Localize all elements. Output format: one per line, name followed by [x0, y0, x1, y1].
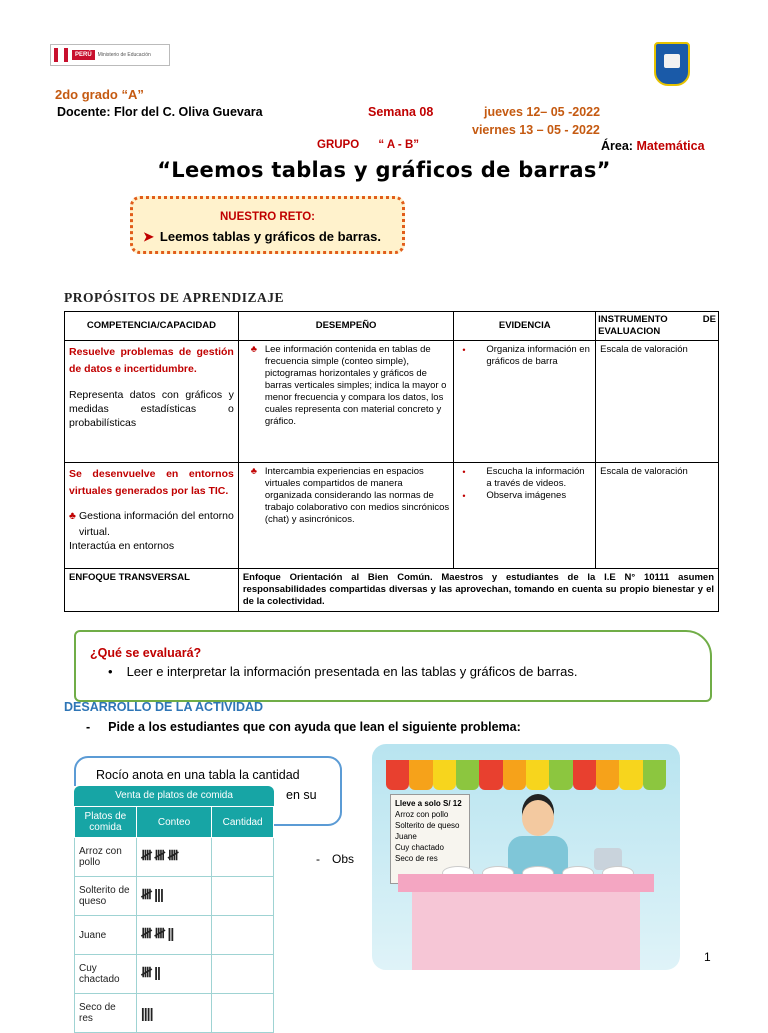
- cantidad-cell: [212, 994, 274, 1033]
- desempeno-cell: [238, 463, 454, 569]
- competencia-text: Se desenvuelve en entornos virtuales generados por las TIC.: [69, 468, 234, 497]
- bubble-line-1: Rocío anota en una tabla la cantidad: [96, 768, 300, 782]
- venta-header-cantidad: Cantidad: [212, 807, 274, 838]
- table-row: [65, 341, 719, 463]
- week-label: Semana 08: [368, 105, 434, 119]
- venta-table-figure: [74, 786, 274, 1024]
- table-row: [75, 877, 274, 916]
- reto-box: [130, 196, 405, 254]
- date-2: viernes 13 – 05 - 2022: [472, 123, 600, 137]
- evaluar-heading: ¿Qué se evaluará?: [90, 646, 202, 660]
- dash-bullet: -: [86, 720, 91, 734]
- plato-cell: Juane: [75, 916, 137, 955]
- peru-flag-icon: [54, 48, 68, 62]
- page-title: “Leemos tablas y gráficos de barras”: [157, 158, 611, 182]
- cantidad-cell: [212, 955, 274, 994]
- plato-cell: Solterito de queso: [75, 877, 137, 916]
- table-row: [75, 955, 274, 994]
- grade-label: 2do grado “A”: [55, 87, 144, 102]
- venta-table: [74, 806, 274, 1033]
- menu-board-title: Lleve a solo S/ 12: [395, 799, 462, 808]
- reto-text: Leemos tablas y gráficos de barras.: [159, 229, 382, 244]
- club-bullet-icon: ♣: [250, 344, 257, 355]
- bullet-icon: •: [108, 664, 113, 679]
- club-bullet-icon: ♣: [69, 510, 76, 522]
- tally-marks: ||||: [136, 994, 211, 1033]
- observe-text: Obs: [332, 852, 355, 866]
- plato-cell: Cuy chactado: [75, 955, 137, 994]
- venta-header-row: [75, 807, 274, 838]
- reto-text-row: [143, 229, 381, 245]
- evaluar-item-row: [108, 664, 577, 679]
- venta-header-plato: Platos de comida: [75, 807, 137, 838]
- school-crest-icon: [654, 42, 690, 86]
- instruction-text: Pide a los estudiantes que con ayuda que lean el siguiente problema:: [108, 720, 521, 734]
- tally-marks: 𝍸 𝍸 ||: [136, 916, 211, 955]
- logo-peru-text: PERÚ: [72, 50, 95, 60]
- cantidad-cell: [212, 877, 274, 916]
- date-1: jueves 12– 05 -2022: [484, 105, 601, 119]
- club-bullet-icon: ♣: [250, 466, 257, 477]
- dash-bullet: -: [316, 852, 320, 866]
- desempeno-text: Intercambia experiencias en espacios virtuales compartidos de manera organizada considerando las normas de trabajo colaborativo con medios sincrónicos (chat) y asincrónicos.: [264, 466, 450, 525]
- venta-header-conteo: Conteo: [136, 807, 211, 838]
- instrumento-cell: Escala de valoración: [596, 463, 719, 569]
- food-stand-illustration: [372, 744, 680, 970]
- area-label: [601, 139, 705, 153]
- table-header-row: [65, 312, 719, 341]
- bullet-icon: •: [462, 491, 466, 501]
- header-desempeno: DESEMPEÑO: [238, 312, 454, 341]
- plato-cell: Seco de res: [75, 994, 137, 1033]
- table-row: [75, 838, 274, 877]
- header-evidencia: EVIDENCIA: [454, 312, 596, 341]
- bullet-icon: •: [462, 467, 466, 477]
- teacher-label: Docente: Flor del C. Oliva Guevara: [57, 105, 263, 119]
- table-row: [65, 463, 719, 569]
- reto-heading: NUESTRO RETO:: [220, 211, 315, 223]
- evidencia-cell: [454, 341, 596, 463]
- logo-ministry-text: Ministerio de Educación: [97, 52, 151, 58]
- evidencia-cell: [454, 463, 596, 569]
- observe-row: [316, 852, 354, 866]
- desempeno-text: Lee información contenida en tablas de frecuencia simple (conteo simple), pictogramas horizontales y gráficos de barras verticales simples; indica la mayor o menor frecuencia y compara los datos, los cuales representa con material concreto y gráfico.: [264, 344, 447, 427]
- competencia-cell: [65, 341, 239, 463]
- awning: [386, 760, 666, 790]
- arrow-right-icon: ➤: [143, 229, 154, 244]
- evidencia-text: Escucha la información a través de videos.: [486, 466, 585, 489]
- plato-cell: Arroz con pollo: [75, 838, 137, 877]
- competencia-cell: [65, 463, 239, 569]
- tally-marks: 𝍸 𝍸 𝍸: [136, 838, 211, 877]
- minedu-logo: [50, 44, 170, 66]
- area-label-text: Área:: [601, 139, 637, 153]
- capacidad-text-2: Interactúa en entornos: [69, 540, 175, 552]
- enfoque-text: Enfoque Orientación al Bien Común. Maestros y estudiantes de la I.E N° 10111 asumen responsabilidades compartidas diversas y las aprovechan, tomando en cuenta su propio bienestar y el de la colectividad.: [238, 569, 718, 612]
- tally-marks: 𝍸 ||: [136, 955, 211, 994]
- desarrollo-heading: DESARROLLO DE LA ACTIVIDAD: [64, 700, 264, 714]
- venta-caption: Venta de platos de comida: [74, 786, 274, 806]
- enfoque-label: ENFOQUE TRANSVERSAL: [65, 569, 239, 612]
- header-competencia: COMPETENCIA/CAPACIDAD: [65, 312, 239, 341]
- evaluar-box: [74, 630, 712, 702]
- instruction-row: [86, 720, 521, 734]
- propositos-heading: PROPÓSITOS DE APRENDIZAJE: [64, 290, 285, 305]
- tally-marks: 𝍸 |||: [136, 877, 211, 916]
- cantidad-cell: [212, 838, 274, 877]
- bullet-icon: •: [462, 345, 466, 355]
- enfoque-row: [65, 569, 719, 612]
- group-label: GRUPO “ A - B”: [317, 139, 420, 151]
- bubble-line-2: en su: [286, 788, 317, 802]
- stand-base: [412, 892, 640, 970]
- evaluar-item: Leer e interpretar la información presentada en las tablas y gráficos de barras.: [126, 664, 578, 679]
- vendor-head: [522, 800, 554, 836]
- competencia-text: Resuelve problemas de gestión de datos e incertidumbre.: [69, 346, 234, 375]
- evidencia-text: Observa imágenes: [486, 490, 567, 501]
- evidencia-text: Organiza información en gráficos de barra: [486, 344, 590, 367]
- instrumento-cell: Escala de valoración: [596, 341, 719, 463]
- page-number: 1: [704, 950, 711, 964]
- desempeno-cell: [238, 341, 454, 463]
- propositos-table: [64, 311, 719, 612]
- menu-item: Solterito de queso: [395, 821, 460, 830]
- menu-item: Cuy chactado: [395, 843, 444, 852]
- menu-item: Juane: [395, 832, 417, 841]
- table-row: [75, 916, 274, 955]
- capacidad-text: Gestiona información del entorno virtual.: [79, 510, 234, 538]
- header-instrumento: INSTRUMENTO DE EVALUACION: [596, 312, 719, 341]
- table-row: [75, 994, 274, 1033]
- capacidad-text: Representa datos con gráficos y medidas estadísticas o probabilísticas: [69, 389, 234, 429]
- area-value: Matemática: [636, 139, 705, 153]
- menu-item: Arroz con pollo: [395, 810, 449, 819]
- cantidad-cell: [212, 916, 274, 955]
- menu-item: Seco de res: [395, 854, 438, 863]
- stand-counter: [398, 874, 654, 892]
